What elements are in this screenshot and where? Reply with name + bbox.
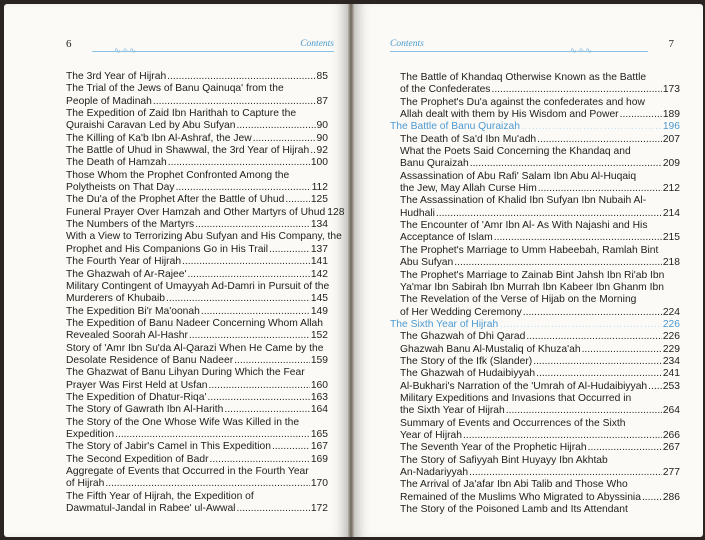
dot-leader <box>469 467 662 479</box>
toc-page-number: 264 <box>662 405 680 417</box>
toc-entry <box>390 504 680 516</box>
toc-page-number: 112 <box>311 182 328 194</box>
toc-entry-title: The Prophet's Marriage to Umm Habeebah, Ramlah Bint <box>400 244 659 256</box>
dot-leader <box>236 120 315 132</box>
toc-entry <box>66 145 328 157</box>
toc-entry-title: Expedition <box>66 428 115 440</box>
dot-leader <box>272 441 310 453</box>
dot-leader <box>207 392 309 404</box>
toc-entry-line <box>390 442 680 454</box>
toc-entry-title: Story of 'Amr Ibn Su'da Al-Qarazi When He Came by the <box>66 342 324 354</box>
toc-entry <box>66 404 328 416</box>
dot-leader <box>523 307 662 319</box>
toc-entry-line <box>390 220 680 232</box>
toc-entry-line <box>66 244 328 256</box>
toc-entry <box>390 245 680 270</box>
toc-page-number: 164 <box>310 404 328 416</box>
toc-entry-title: Prophet and His Companions Go in His Trail <box>66 243 269 255</box>
toc-entry-title: The Fourth Year of Hijrah <box>66 256 182 268</box>
dot-leader <box>236 503 309 515</box>
toc-entry-title: The Arrival of Ja'afar Ibn Abi Talib and Those Who <box>400 479 628 491</box>
toc-entry-line <box>66 429 328 441</box>
toc-page-number: 212 <box>662 183 680 195</box>
toc-entry-title: the Jew, May Allah Curse Him <box>400 183 537 195</box>
toc-page-number: 134 <box>310 219 328 231</box>
toc-entry-title: The Prophet's Marriage to Zainab Bint Jahsh Ibn Ri'ab Ibn <box>400 269 665 281</box>
toc-entry-title: The Second Expedition of Badr <box>66 453 209 465</box>
toc-entry-line <box>66 231 342 243</box>
toc-page-number: 165 <box>310 428 328 440</box>
toc-entry-title: The Du'a of the Prophet After the Battle of Uhud <box>66 194 285 206</box>
toc-entry-title: The Story of Jabir's Camel in This Expedition <box>66 441 271 453</box>
toc-entry-title: The Ghazwat of Banu Lihyan During Which the Fear <box>66 367 305 379</box>
toc-page-number: 189 <box>662 109 680 121</box>
dot-leader <box>187 269 309 281</box>
toc-entry-line <box>66 133 328 145</box>
toc-entry-title: The Story of Gawrath Ibn Al-Harith <box>66 404 224 416</box>
toc-entry-title: Hudhali <box>400 207 435 219</box>
toc-page-number: 266 <box>662 429 680 441</box>
dot-leader <box>167 71 315 83</box>
toc-entry-title: The Prophet's Du'a against the confederates and how <box>400 96 645 108</box>
dot-leader <box>521 121 662 133</box>
toc-page-number: 214 <box>662 207 680 219</box>
toc-entry <box>66 441 328 453</box>
toc-entry <box>66 343 328 368</box>
toc-page-number: 85 <box>316 71 328 82</box>
toc-page-number: 277 <box>662 467 680 478</box>
toc-page-number: 234 <box>662 355 680 367</box>
dot-leader <box>234 355 310 367</box>
toc-entry <box>390 220 680 245</box>
toc-entry-line <box>66 441 328 453</box>
dot-leader <box>536 368 662 380</box>
toc-entry <box>390 381 680 393</box>
toc-entry-line <box>66 182 328 194</box>
toc-entry-title: With a View to Terrorizing Abu Sufyan and His Company, the <box>66 231 342 243</box>
dot-leader <box>209 380 310 392</box>
toc-page-number: 253 <box>662 380 680 392</box>
toc-entry-line <box>66 367 328 379</box>
dot-leader <box>470 158 662 170</box>
toc-entry <box>390 393 680 418</box>
toc-entry-line <box>66 330 328 342</box>
toc-entry-title: The Expedition Bi'r Ma'oonah <box>66 305 200 317</box>
toc-entry-title: Funeral Prayer Over Hamzah and Other Martyrs of Uhud <box>66 206 326 218</box>
toc-entry-line <box>390 245 680 257</box>
dot-leader <box>454 257 662 269</box>
toc-entry <box>66 367 328 392</box>
toc-entry-line <box>390 171 680 183</box>
left-page-header <box>64 38 334 54</box>
toc-page-number: 152 <box>310 330 328 342</box>
toc-entry-line <box>390 208 680 220</box>
dot-leader <box>105 478 309 490</box>
dot-leader <box>195 219 310 231</box>
toc-entry-title: The Expedition of Zaid Ibn Harithah to Capture the <box>66 108 297 120</box>
toc-entry-title: The Encounter of 'Amr Ibn Al- As With Najashi and His <box>400 220 648 232</box>
toc-entry <box>66 269 328 281</box>
toc-entry-line <box>390 282 680 294</box>
toc-entry-title: Aggregate of Events that Occurred in the Fourth Year <box>66 466 309 477</box>
toc-entry-line <box>66 380 328 392</box>
toc-entry-line <box>66 170 328 182</box>
toc-entry <box>390 479 680 504</box>
toc-page-number: 224 <box>662 306 680 318</box>
toc-entry <box>66 392 328 404</box>
toc-entry-line <box>66 145 328 157</box>
toc-entry <box>390 455 680 480</box>
toc-entry-line <box>66 256 328 268</box>
dot-leader <box>168 157 310 169</box>
toc-entry-title: The Numbers of the Martyrs <box>66 219 195 231</box>
toc-entry <box>66 157 328 169</box>
dot-leader <box>588 442 662 454</box>
toc-entry-title: Acceptance of Islam <box>400 232 493 244</box>
toc-entry-title: The Fifth Year of Hijrah, the Expedition of <box>66 490 254 502</box>
dot-leader <box>537 134 662 146</box>
toc-entry <box>66 170 328 195</box>
dot-leader <box>436 208 662 220</box>
toc-page-number: 125 <box>310 194 328 206</box>
toc-entry-title: The Sixth Year of Hijrah <box>390 318 499 330</box>
dot-leader <box>582 344 662 356</box>
table-of-contents-right <box>390 72 680 516</box>
toc-entry-line <box>66 108 328 120</box>
toc-entry-title: Remained of the Muslims Who Migrated to Abyssinia <box>400 491 641 503</box>
toc-entry-title: The Expedition of Dhatur-Riqa' <box>66 391 207 403</box>
toc-entry-title: Polytheists on That Day <box>66 182 175 194</box>
dot-leader <box>210 454 310 466</box>
toc-page-number: 226 <box>662 318 680 330</box>
toc-entry-line <box>66 96 328 108</box>
toc-entry <box>390 97 680 122</box>
dot-leader <box>153 96 316 108</box>
toc-page-number: 100 <box>310 157 328 169</box>
toc-entry-line <box>66 491 328 503</box>
toc-entry <box>390 331 680 343</box>
toc-entry-line <box>390 381 680 393</box>
toc-entry-line <box>390 183 680 195</box>
toc-entry-title: of Her Wedding Ceremony <box>400 306 522 318</box>
toc-entry-title: Banu Quraizah <box>400 158 469 170</box>
dot-leader <box>201 306 310 318</box>
dot-leader <box>491 84 661 96</box>
toc-page-number: 90 <box>316 132 328 144</box>
toc-entry-title: Ghazwah Banu Al-Mustaliq of Khuza'ah <box>400 343 581 355</box>
toc-entry <box>390 418 680 443</box>
toc-page-number: 142 <box>310 268 328 280</box>
running-title: Contents <box>300 39 334 49</box>
toc-entry-line <box>66 120 328 132</box>
toc-entry <box>66 219 328 231</box>
right-page-header <box>390 38 674 54</box>
running-title: Contents <box>390 39 424 49</box>
toc-entry-title: The Killing of Ka'b Ibn Al-Ashraf, the Jew <box>66 132 252 144</box>
toc-entry-line <box>390 393 680 405</box>
toc-entry-line <box>66 219 328 231</box>
toc-entry <box>66 281 328 306</box>
toc-entry-line <box>66 269 328 281</box>
left-page <box>4 4 350 537</box>
toc-entry-line <box>390 72 680 84</box>
toc-page-number: 149 <box>310 305 328 317</box>
toc-entry-line <box>390 479 680 491</box>
toc-entry-line <box>390 294 680 306</box>
toc-entry-title: The Story of the One Whose Wife Was Killed in the <box>66 416 300 428</box>
toc-entry-line <box>390 492 680 504</box>
toc-page-number: 137 <box>310 243 328 255</box>
page-number: 6 <box>66 38 72 50</box>
dot-leader <box>269 244 310 256</box>
toc-entry-title: the Sixth Year of Hijrah <box>400 405 505 417</box>
toc-entry-line <box>390 319 680 331</box>
toc-page-number: 172 <box>310 503 328 515</box>
dot-leader <box>463 430 662 442</box>
toc-page-number: 87 <box>316 95 328 107</box>
toc-entry <box>390 171 680 196</box>
toc-entry-line <box>66 454 328 466</box>
dot-leader <box>176 182 311 194</box>
toc-entry-title: The Revelation of the Verse of Hijab on the Morning <box>400 294 637 306</box>
toc-entry-title: Summary of Events and Occurrences of the Sixth <box>400 417 626 429</box>
toc-entry-line <box>66 392 328 404</box>
toc-entry-line <box>390 455 680 467</box>
toc-entry-title: What the Poets Said Concerning the Khandaq and <box>400 146 631 158</box>
dot-leader <box>494 232 662 244</box>
dot-leader <box>533 356 662 368</box>
toc-entry-title: The Battle of Banu Quraizah <box>390 121 520 133</box>
toc-entry-title: The Death of Hamzah <box>66 157 167 169</box>
toc-entry-line <box>66 71 328 83</box>
dot-leader <box>310 145 315 157</box>
toc-entry-title: Al-Bukhari's Narration of the 'Umrah of Al-Hudaibiyyah <box>400 380 648 392</box>
toc-page-number: 163 <box>310 391 328 403</box>
toc-entry <box>66 133 328 145</box>
toc-entry-line <box>66 306 328 318</box>
toc-entry <box>66 231 342 256</box>
dot-leader <box>115 429 310 441</box>
toc-entry-line <box>66 83 328 95</box>
toc-entry <box>66 306 328 318</box>
toc-entry-title: The Expedition of Banu Nadeer Concerning Whom Allah <box>66 317 323 329</box>
toc-entry <box>390 368 680 380</box>
toc-entry-line <box>390 146 680 158</box>
toc-entry-line <box>390 121 680 133</box>
toc-page-number: 167 <box>310 441 328 453</box>
toc-entry <box>66 466 328 491</box>
toc-page-number: 92 <box>316 145 328 157</box>
dot-leader <box>224 404 309 416</box>
toc-entry-line <box>66 194 328 206</box>
dot-leader <box>253 133 316 145</box>
toc-entry-line <box>390 270 680 282</box>
dot-leader <box>642 492 662 504</box>
toc-entry-title: Murderers of Khubaib <box>66 293 166 305</box>
toc-entry-line <box>66 281 328 293</box>
toc-page-number: 241 <box>662 368 680 380</box>
toc-entry-line <box>390 504 680 516</box>
toc-entry-title: The Death of Sa'd Ibn Mu'adh <box>400 133 537 145</box>
toc-entry-line <box>66 478 328 490</box>
toc-entry-line <box>390 97 680 109</box>
toc-entry-line <box>390 134 680 146</box>
toc-entry-line <box>66 355 328 367</box>
dot-leader <box>506 405 662 417</box>
toc-entry-line <box>390 405 680 417</box>
toc-entry-title: of Hijrah <box>66 478 105 490</box>
toc-entry <box>390 146 680 171</box>
toc-entry <box>390 442 680 454</box>
toc-entry <box>390 72 680 97</box>
ornament-icon: ∿✧∿ <box>570 46 594 55</box>
toc-page-number: 90 <box>316 120 328 132</box>
toc-entry-title: Allah dealt with them by His Wisdom and Power <box>400 109 619 121</box>
toc-entry-line <box>66 318 328 330</box>
toc-page-number: 286 <box>662 491 680 503</box>
toc-entry <box>66 491 328 516</box>
toc-entry <box>66 417 328 442</box>
toc-entry-title: The 3rd Year of Hijrah <box>66 71 167 82</box>
toc-entry-title: The Assassination of Khalid Ibn Sufyan Ibn Nubaih Al- <box>400 195 647 207</box>
book-spread <box>4 4 703 537</box>
book-gutter <box>348 4 354 537</box>
dot-leader <box>499 319 662 331</box>
toc-entry-title: The Story of the Poisoned Lamb and Its Attendant <box>400 504 628 516</box>
toc-entry-line <box>66 404 328 416</box>
toc-entry <box>66 318 328 343</box>
toc-entry-title: The Ghazwah of Dhi Qarad <box>400 331 526 343</box>
toc-entry-title: Desolate Residence of Banu Nadeer <box>66 354 234 366</box>
toc-entry-line <box>390 467 680 479</box>
toc-entry-title: Military Expeditions and Invasions that Occurred in <box>400 392 632 404</box>
toc-entry-title: The Battle of Khandaq Otherwise Known as the Battle <box>400 72 647 83</box>
toc-entry-line <box>390 257 680 269</box>
toc-entry-title: People of Madinah <box>66 95 152 107</box>
toc-entry-line <box>390 430 680 442</box>
toc-entry <box>66 71 328 83</box>
toc-entry <box>66 83 328 108</box>
toc-page-number: 209 <box>662 158 680 170</box>
dot-leader <box>189 330 310 342</box>
toc-entry <box>66 256 328 268</box>
toc-entry <box>390 356 680 368</box>
toc-entry <box>66 108 328 133</box>
toc-page-number: 145 <box>310 293 328 305</box>
toc-entry <box>390 344 680 356</box>
toc-entry <box>66 206 345 219</box>
toc-entry-title: Revealed Soorah Al-Hashr <box>66 330 188 342</box>
dot-leader <box>538 183 662 195</box>
toc-entry-title: An-Nadariyyah <box>400 467 469 478</box>
dot-leader <box>182 256 310 268</box>
header-rule <box>92 51 334 52</box>
toc-entry <box>390 270 680 295</box>
toc-entry-title: The Story of Safiyyah Bint Huyayy Ibn Akhtab <box>400 454 608 466</box>
toc-page-number: 207 <box>662 133 680 145</box>
toc-entry-title: The Battle of Uhud in Shawwal, the 3rd Year of Hijrah <box>66 145 310 157</box>
toc-entry <box>390 195 680 220</box>
toc-page-number: 128 <box>327 206 345 218</box>
toc-entry-title: Prayer Was First Held at Usfan <box>66 379 208 391</box>
toc-entry-title: Ya'mar Ibn Sabirah Ibn Murrah Ibn Kabeer Ibn Ghanm Ibn <box>400 281 664 293</box>
toc-page-number: 160 <box>310 379 328 391</box>
toc-entry-title: Abu Sufyan <box>400 257 454 269</box>
toc-page-number: 170 <box>310 478 328 490</box>
dot-leader <box>648 381 662 393</box>
toc-entry <box>66 454 328 466</box>
toc-page-number: 141 <box>310 256 328 268</box>
toc-entry-line <box>390 368 680 380</box>
toc-entry-line <box>66 293 328 305</box>
toc-entry-title: The Ghazwah of Ar-Rajee' <box>66 268 187 280</box>
dot-leader <box>166 293 310 305</box>
toc-entry-title: The Seventh Year of the Prophetic Hijrah <box>400 442 587 454</box>
toc-entry-title: The Trial of the Jews of Banu Qainuqa' from the <box>66 83 284 95</box>
toc-page-number: 196 <box>662 121 680 133</box>
toc-entry-title: Those Whom the Prophet Confronted Among the <box>66 169 290 181</box>
toc-entry <box>390 121 680 133</box>
toc-page-number: 267 <box>662 442 680 454</box>
toc-page-number: 215 <box>662 232 680 244</box>
toc-entry-line <box>390 418 680 430</box>
right-page <box>352 4 703 537</box>
toc-entry-line <box>390 84 680 96</box>
dot-leader <box>526 331 661 343</box>
toc-entry-line <box>390 109 680 121</box>
header-rule <box>390 51 648 52</box>
toc-entry-title: Quraishi Caravan Led by Abu Sufyan <box>66 120 236 132</box>
toc-entry-line <box>66 466 328 478</box>
toc-entry-line <box>66 503 328 515</box>
toc-entry-title: Military Contingent of Umayyah Ad-Damri in Pursuit of the <box>66 280 330 292</box>
toc-page-number: 226 <box>662 331 680 343</box>
toc-entry-title: Dawmatul-Jandal in Rabee' ul-Awwal <box>66 503 236 515</box>
toc-page-number: 218 <box>662 257 680 269</box>
toc-entry-line <box>66 417 328 429</box>
toc-page-number: 173 <box>662 84 680 96</box>
toc-page-number: 159 <box>310 354 328 366</box>
toc-entry-line <box>390 307 680 319</box>
page-number: 7 <box>668 38 674 50</box>
toc-entry-line <box>390 232 680 244</box>
toc-entry-line <box>390 195 680 207</box>
toc-page-number: 229 <box>662 343 680 355</box>
toc-entry-title: The Ghazwah of Hudaibiyyah <box>400 368 536 380</box>
toc-entry-line <box>390 344 680 356</box>
toc-page-number: 169 <box>310 453 328 465</box>
dot-leader <box>285 194 309 206</box>
toc-entry <box>390 294 680 319</box>
toc-entry-line <box>66 157 328 169</box>
toc-entry <box>66 194 328 206</box>
toc-entry-line <box>390 331 680 343</box>
toc-entry-line <box>66 343 328 355</box>
toc-entry-line <box>390 158 680 170</box>
toc-entry <box>390 134 680 146</box>
toc-entry-line <box>390 356 680 368</box>
toc-entry <box>390 319 680 331</box>
table-of-contents-left <box>66 71 345 515</box>
toc-entry-title: Year of Hijrah <box>400 429 463 441</box>
toc-entry-title: Assassination of Abu Rafi' Salam Ibn Abu Al-Huqaiq <box>400 170 637 182</box>
toc-entry-line <box>66 206 345 219</box>
dot-leader <box>620 109 662 121</box>
toc-entry-title: The Story of the Ifk (Slander) <box>400 355 533 367</box>
toc-entry-title: of the Confederates <box>400 84 491 96</box>
